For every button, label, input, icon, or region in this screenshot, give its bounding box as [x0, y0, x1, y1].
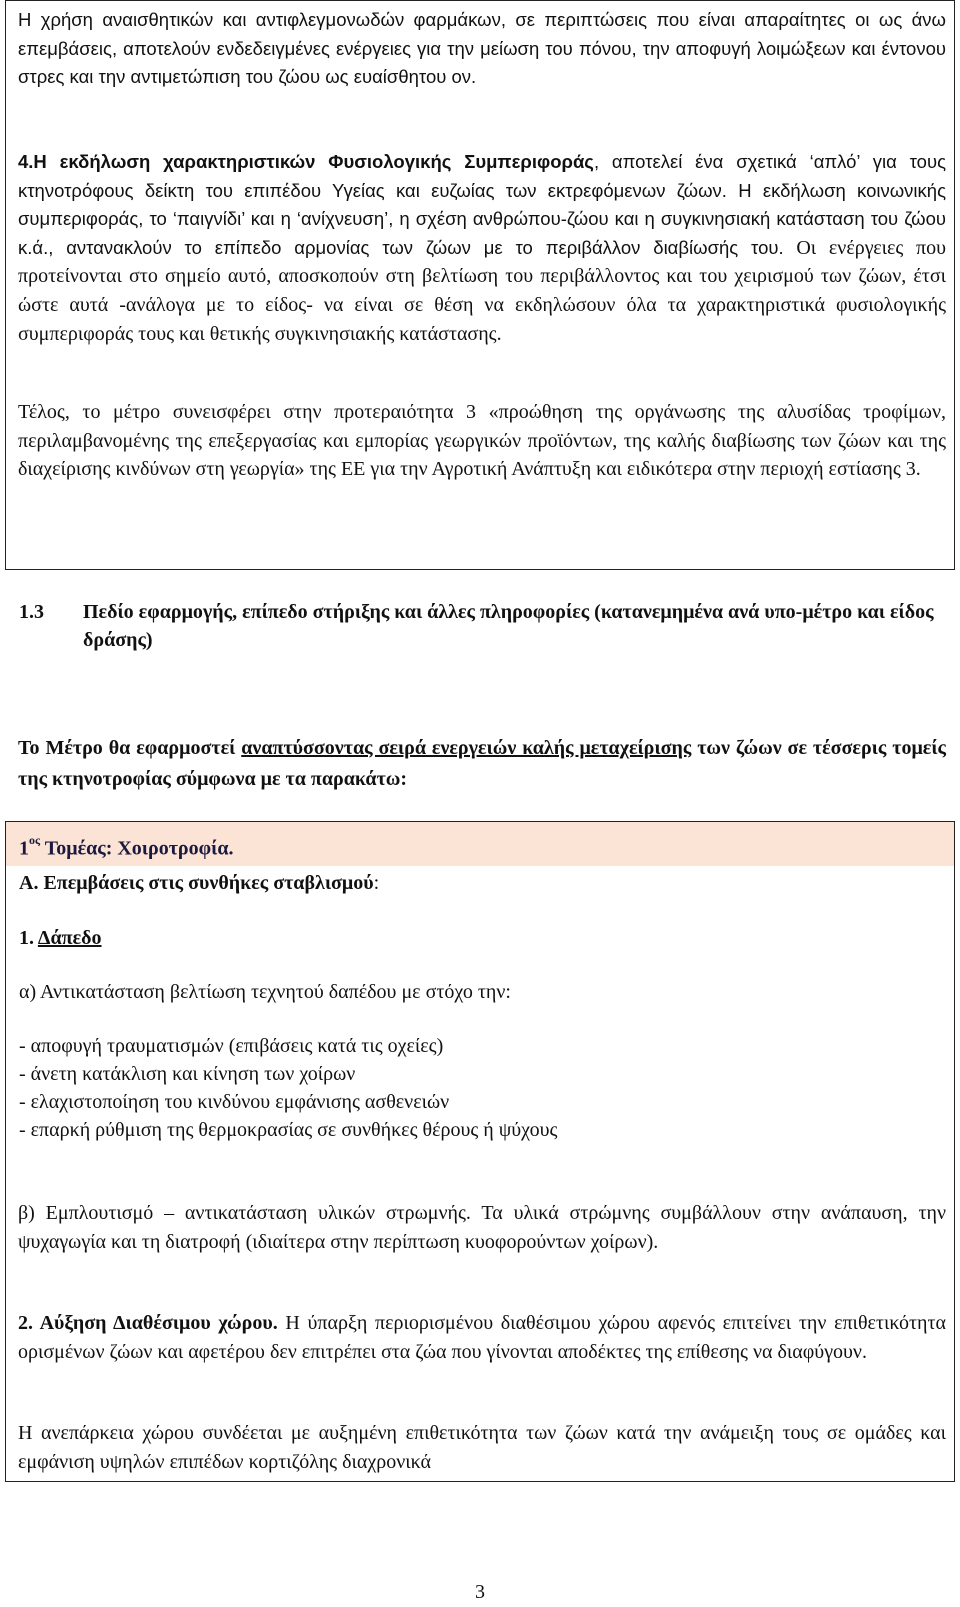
floor-replacement-item: α) Αντικατάσταση βελτίωση τεχνητού δαπέδου με στόχο την:	[19, 981, 511, 1003]
sector-label: Τομέας: Χοιροτροφία.	[40, 837, 234, 860]
paragraph-lead: 4.Η εκδήλωση χαρακτηριστικών Φυσιολογικής Συμπεριφοράς	[18, 151, 594, 172]
interventions-heading-text: Α. Επεμβάσεις στις συνθήκες σταβλισμού	[19, 872, 374, 894]
intro-part-3: των ζώων σε τέσσερις τομείς της κτηνοτροφίας σύμφωνα με τα παρακάτω:	[18, 737, 946, 790]
intro-part-1: Το Μέτρο θα εφαρμοστεί	[18, 737, 242, 759]
bedding-paragraph: β) Εμπλουτισμό – αντικατάσταση υλικών στρωμνής. Τα υλικά στρώμνης συμβάλλουν στην ανάπαυση, την ψυχαγωγία και τη διατροφή (ιδιαίτερα στην περίπτωση κυοφορούντων χοίρων).	[18, 1202, 946, 1253]
sector-title	[19, 828, 233, 864]
section-number: 1.3	[19, 601, 44, 623]
measure-intro	[18, 733, 946, 795]
page-number: 3	[475, 1581, 485, 1603]
interventions-heading	[19, 868, 379, 898]
paragraph-physiological-behaviour	[18, 148, 946, 348]
space-aggression-paragraph: Η ανεπάρκεια χώρου συνδέεται με αυξημένη επιθετικότητα των ζώων κατά την ανάμειξη τους σε ομάδες και εμφάνιση υψηλών επιπέδων κορτιζόλης διαχρονικά	[18, 1422, 946, 1473]
list-item: - αποφυγή τραυματισμών (επιβάσεις κατά τις οχείες)	[19, 1035, 444, 1057]
space-paragraph	[18, 1309, 946, 1366]
list-item: - άνετη κατάκλιση και κίνηση των χοίρων	[19, 1063, 356, 1085]
floor-goals-list	[19, 1032, 557, 1144]
list-item: - ελαχιστοποίηση του κινδύνου εμφάνισης ασθενειών	[19, 1091, 450, 1113]
space-heading: 2. Αύξηση Διαθέσιμου χώρου.	[18, 1312, 278, 1334]
paragraph-analgesics: Η χρήση αναισθητικών και αντιφλεγμονωδών φαρμάκων, σε περιπτώσεις που είναι απαραίτητες οι ως άνω επεμβάσεις, αποτελούν ενδεδειγμένες ενέργειες για την μείωση του πόνου, την αποφυγή λοιμώξεων και έντονου στρες και την αντιμετώπιση του ζώου ως ευαίσθητου ον.	[18, 9, 946, 88]
text-box-sector	[5, 821, 955, 1482]
sector-ordinal: ος	[29, 833, 41, 847]
list-item: - επαρκή ρύθμιση της θερμοκρασίας σε συνθήκες θέρους ή ψύχους	[19, 1119, 558, 1141]
interventions-heading-colon: :	[373, 872, 380, 894]
paragraph-body-serif: Οι ενέργειες που προτείνονται στο σημείο αυτό, αποσκοπούν στη βελτίωση του περιβάλλοντος και του χειρισμού των ζώων, έτσι ώστε αυτά -ανάλογα με το είδος- να είναι σε θέση να εκδηλώσουν όλα τα χαρακτηριστικά φυσιολογικής συμπεριφοράς τους και θετικής συγκινησιακής κατάστασης.	[18, 236, 946, 345]
section-title: Πεδίο εφαρμογής, επίπεδο στήριξης και άλλες πληροφορίες (κατανεμημένα ανά υπο-μέτρο και είδος δράσης)	[83, 601, 934, 651]
sector-number: 1	[19, 837, 29, 860]
floor-label: Δάπεδο	[37, 927, 102, 949]
intro-part-2: αναπτύσσοντας σειρά ενεργειών καλής μεταχείρισης	[241, 737, 692, 759]
floor-heading	[19, 923, 102, 953]
floor-number: 1.	[19, 927, 38, 949]
paragraph-body-sans: , αποτελεί ένα σχετικά ‘απλό’ για τους κτηνοτρόφους δείκτη του επιπέδου Υγείας και ευζωίας των εκτρεφόμενων ζώων. Η εκδήλωση κοινωνικής συμπεριφοράς, το ‘παιγνίδι’ και η ‘ανίχνευση’, η σχέση ανθρώπου-ζώου και η συγκινησιακή κατάσταση του ζώου κ.ά., αντανακλούν το επίπεδο αρμονίας των ζώων με το περιβάλλον διαβίωσής του.	[18, 151, 946, 258]
space-text: Η ύπαρξη περιορισμένου διαθέσιμου χώρου αφενός επιτείνει την επιθετικότητα ορισμένων ζώων και αφετέρου δεν επιτρέπει στα ζώα που γίνονται αποδέκτες της επίθεσης να διαφύγουν.	[18, 1312, 946, 1363]
paragraph-priority-3: Τέλος, το μέτρο συνεισφέρει στην προτεραιότητα 3 «προώθηση της οργάνωσης της αλυσίδας τροφίμων, περιλαμβανομένης της επεξεργασίας και εμπορίας γεωργικών προϊόντων, της καλής διαβίωσης των ζώων και της διαχείρισης κινδύνων στη γεωργία» της ΕΕ για την Αγροτική Ανάπτυξη και ειδικότερα στην περιοχή εστίασης 3.	[18, 401, 946, 481]
